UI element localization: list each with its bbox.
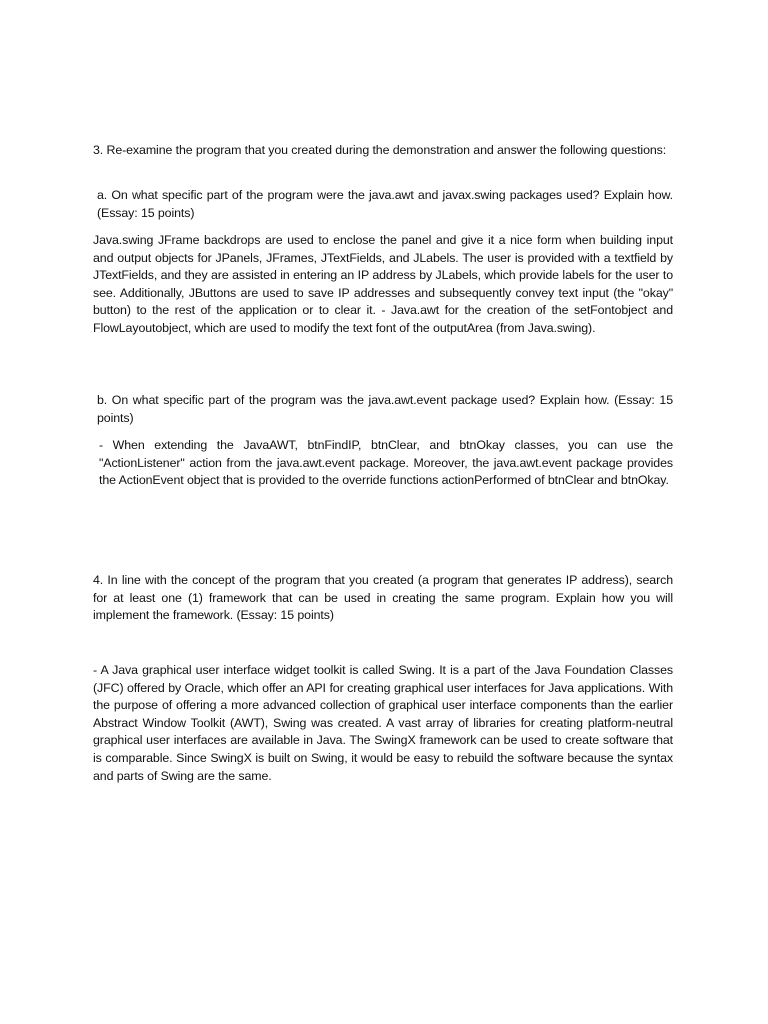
answer-3a: Java.swing JFrame backdrops are used to enclose the panel and give it a nice form when building input and output objects for JPanels, JFrames, JTextFields, and JLabels. The user is provided with a textfield by JTextFields, and they are assisted in entering an IP address by JLabels, which provide labels for the user to see. Additionally, JButtons are used to save IP addresses and subsequently convey text input (the "okay" button) to the rest of the application or to clear it. - Java.awt for the creation of the setFontobject and FlowLayoutobject, which are used to modify the text font of the outputArea (from Java.swing).	[93, 233, 673, 335]
question-3b: b. On what specific part of the program was the java.awt.event package used? Explain how. (Essay: 15 points)	[97, 393, 673, 425]
question-3a: a. On what specific part of the program were the java.awt and javax.swing packages used? Explain how. (Essay: 15 points)	[97, 188, 673, 220]
answer-3b: - When extending the JavaAWT, btnFindIP, btnClear, and btnOkay classes, you can use the "ActionListener" action from the java.awt.event package. Moreover, the java.awt.event package provides the ActionEvent object that is provided to the override functions actionPerformed of btnClear and btnOkay.	[99, 438, 673, 488]
question-4: 4. In line with the concept of the program that you created (a program that generates IP address), search for at least one (1) framework that can be used in creating the same program. Explain how you will implement the framework. (Essay: 15 points)	[93, 573, 673, 623]
question-3: 3. Re-examine the program that you created during the demonstration and answer the following questions:	[93, 143, 667, 157]
answer-4: - A Java graphical user interface widget toolkit is called Swing. It is a part of the Java Foundation Classes (JFC) offered by Oracle, which offer an API for creating graphical user interfaces for Java applications. With the purpose of offering a more advanced collection of graphical user interface components than the earlier Abstract Window Toolkit (AWT), Swing was created. A vast array of libraries for creating platform-neutral graphical user interfaces are available in Java. The SwingX framework can be used to create software that is comparable. Since SwingX is built on Swing, it would be easy to rebuild the software because the syntax and parts of Swing are the same.	[93, 663, 673, 783]
